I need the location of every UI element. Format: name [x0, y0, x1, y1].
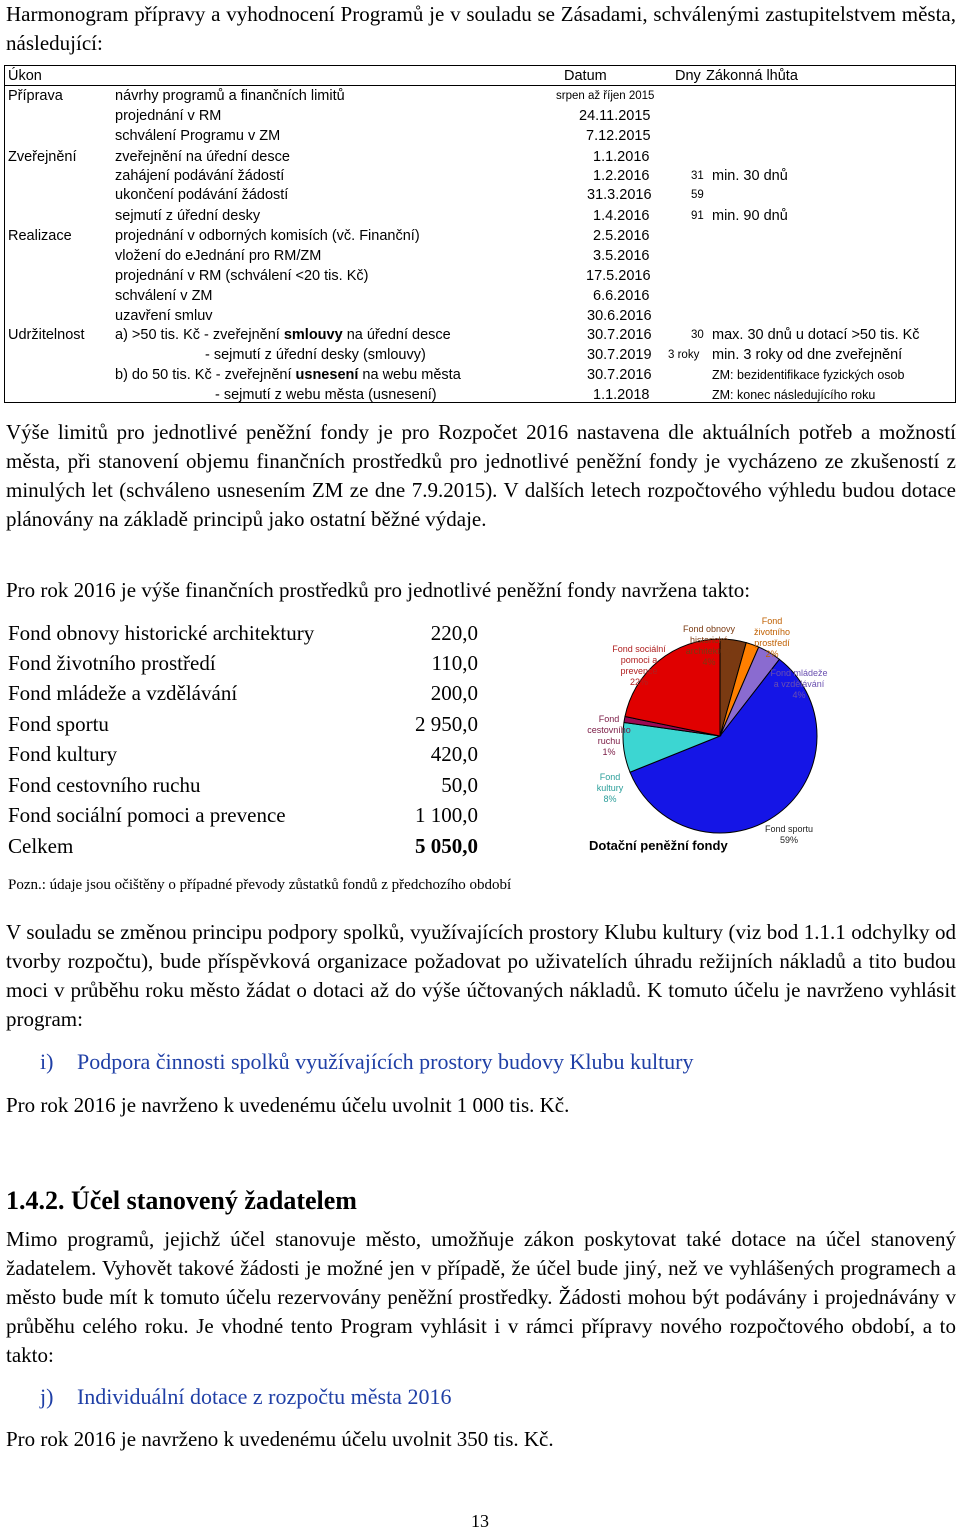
- date-value: 1.4.2016: [593, 208, 650, 224]
- date-value: 17.5.2016: [586, 268, 651, 284]
- header-dny: Dny: [675, 68, 701, 84]
- date-value: 1.1.2018: [593, 387, 650, 403]
- days-value: 3 roky: [668, 349, 700, 361]
- program-i-link[interactable]: Podpora činnosti spolků využívajících prostory budovy Klubu kultury: [76, 1049, 694, 1074]
- date-value: 1.2.2016: [593, 168, 650, 184]
- pie-label-youth: Fond mládeže a vzdělávání 4%: [770, 668, 828, 700]
- days-value: 91: [691, 210, 704, 222]
- fund-value: 110,0: [431, 651, 478, 675]
- header-datum: Datum: [564, 68, 607, 84]
- fund-total-value: 5 050,0: [415, 834, 478, 858]
- pie-label-tourism: Fond cestovního ruchu 1%: [587, 714, 631, 757]
- fund-name: Fond kultury: [8, 742, 118, 766]
- category-label: Udržitelnost: [8, 327, 85, 343]
- category-label: Zveřejnění: [8, 149, 77, 165]
- header-ukon: Úkon: [8, 68, 42, 84]
- date-value: 30.7.2016: [587, 367, 652, 383]
- days-value: 30: [691, 329, 704, 341]
- pie-chart-title: Dotační peněžní fondy: [589, 838, 728, 853]
- fund-name: Fond životního prostředí: [8, 651, 216, 675]
- days-value: 31: [691, 170, 704, 182]
- note: Pozn.: údaje jsou očištěny o případné převody zůstatků fondů z předchozího období: [8, 877, 512, 893]
- pie-label-environment: Fond životního prostředí 2%: [753, 616, 791, 659]
- program-i: [40, 1047, 694, 1076]
- program-j: [40, 1382, 451, 1411]
- pie-label-sport: Fond sportu 59%: [764, 824, 814, 845]
- date-value: srpen až říjen 2015: [556, 90, 655, 102]
- limit-value: min. 90 dnů: [712, 208, 788, 224]
- date-value: 30.7.2016: [587, 327, 652, 343]
- fund-value: 420,0: [430, 742, 478, 766]
- limit-value: min. 30 dnů: [712, 168, 788, 184]
- task-label: schválení v ZM: [115, 288, 213, 304]
- fund-value: 50,0: [441, 773, 478, 797]
- date-value: 2.5.2016: [593, 228, 650, 244]
- program-i-marker: i): [40, 1049, 54, 1074]
- program-j-link[interactable]: Individuální dotace z rozpočtu města 2016: [76, 1384, 452, 1409]
- task-label: ukončení podávání žádostí: [115, 187, 289, 203]
- task-label: b) do 50 tis. Kč - zveřejnění usnesení na webu města: [115, 367, 461, 383]
- task-label: návrhy programů a finančních limitů: [115, 88, 345, 104]
- fund-name: Fond cestovního ruchu: [8, 773, 201, 797]
- limit-value: max. 30 dnů u dotací >50 tis. Kč: [712, 327, 920, 343]
- task-label: uzavření smluv: [115, 308, 213, 324]
- task-label: - sejmutí z úřední desky (smlouvy): [205, 347, 426, 363]
- fund-name: Fond sociální pomoci a prevence: [8, 803, 286, 827]
- fund-value: 220,0: [430, 621, 478, 645]
- pie-label-culture: Fond kultury 8%: [596, 772, 624, 804]
- club-paragraph: V souladu se změnou principu podpory spolků, využívajících prostory Klubu kultury (viz bod 1.1.1 odchylky od tvorby rozpočtu), bude příspěvková organizace požadovat po uživatelích úhradu režijních nákladů a tito budou moci v průběhu roku město žádat o dotaci až do výše účtovaných nákladů. K tomuto účelu je navrženo vyhlásit program:: [6, 920, 956, 1031]
- limit-value: ZM: bezidentifikace fyzických osob: [712, 368, 905, 382]
- task-label: projednání v odborných komisích (vč. Finanční): [115, 228, 420, 244]
- task-label: schválení Programu v ZM: [115, 128, 281, 144]
- fund-value: 2 950,0: [415, 712, 478, 736]
- category-label: Příprava: [8, 88, 63, 104]
- intro-paragraph: Harmonogram přípravy a vyhodnocení Programů je v souladu se Zásadami, schválenými zastupitelstvem města, následující:: [6, 2, 956, 55]
- date-value: 6.6.2016: [593, 288, 650, 304]
- page-number: 13: [471, 1511, 489, 1531]
- fund-total-name: Celkem: [8, 834, 74, 858]
- fund-name: Fond mládeže a vzdělávání: [8, 681, 238, 705]
- program-j-amount: Pro rok 2016 je navrženo k uvedenému účelu uvolnit 350 tis. Kč.: [6, 1427, 554, 1451]
- date-value: 31.3.2016: [587, 187, 652, 203]
- task-label: a) >50 tis. Kč - zveřejnění smlouvy na úřední desce: [115, 327, 451, 343]
- applicant-purpose-paragraph: Mimo programů, jejichž účel stanovuje město, umožňuje zákon poskytovat také dotace na účel stanovený žadatelem. Vyhovět takové žádosti je možné jen v případě, že účel bude jiný, než ve vyhlášených programech a město bude mít k tomuto účelu rezervovány peněžní prostředky. Žádosti mohou být podávány i projednávány v průběhu celého roku. Je vhodné tento Program vyhlásit i v rámci přípravy nového rozpočtového období, a to takto:: [6, 1227, 956, 1367]
- program-i-amount: Pro rok 2016 je navrženo k uvedenému účelu uvolnit 1 000 tis. Kč.: [6, 1093, 570, 1117]
- limit-value: min. 3 roky od dne zveřejnění: [712, 347, 903, 363]
- date-value: 1.1.2016: [593, 149, 650, 165]
- pie-chart: [580, 608, 830, 860]
- days-value: 59: [691, 189, 704, 201]
- schedule-table: [4, 65, 956, 403]
- task-label: vložení do eJednání pro RM/ZM: [115, 248, 322, 264]
- category-label: Realizace: [8, 228, 72, 244]
- program-j-marker: j): [40, 1384, 54, 1409]
- pie-label-social: Fond sociální pomoci a prevence 22%: [612, 644, 666, 687]
- fund-value: 200,0: [430, 681, 478, 705]
- fund-name: Fond obnovy historické architektury: [8, 621, 315, 645]
- date-value: 3.5.2016: [593, 248, 650, 264]
- limits-paragraph: Výše limitů pro jednotlivé peněžní fondy je pro Rozpočet 2016 nastavena dle aktuálních potřeb a možností města, při stanovení objemu finančních prostředků pro jednotlivé peněžní fondy je vycházeno ze zkušeností z minulých let (schváleno usnesením ZM ze dne 7.9.2015). V dalších letech rozpočtového výhledu budou dotace plánovány na základě principů jako ostatní běžné výdaje.: [6, 420, 956, 531]
- funds-intro-paragraph: Pro rok 2016 je výše finančních prostředků pro jednotlivé peněžní fondy navržena takto:: [6, 578, 751, 602]
- task-label: zahájení podávání žádostí: [115, 168, 285, 184]
- date-value: 30.6.2016: [587, 308, 652, 324]
- date-value: 7.12.2015: [586, 128, 651, 144]
- header-lhuta: Zákonná lhůta: [706, 68, 798, 84]
- task-label: - sejmutí z webu města (usnesení): [215, 387, 437, 403]
- fund-name: Fond sportu: [8, 712, 109, 736]
- date-value: 24.11.2015: [579, 108, 651, 124]
- task-label: zveřejnění na úřední desce: [115, 149, 290, 165]
- date-value: 30.7.2019: [587, 347, 652, 363]
- section-heading: 1.4.2. Účel stanovený žadatelem: [6, 1186, 357, 1215]
- task-label: sejmutí z úřední desky: [115, 208, 261, 224]
- pie-label-architecture: Fond obnovy historické architektury 4%: [682, 624, 736, 667]
- task-label: projednání v RM: [115, 108, 222, 124]
- task-label: projednání v RM (schválení <20 tis. Kč): [115, 268, 369, 284]
- fund-value: 1 100,0: [415, 803, 478, 827]
- limit-value: ZM: konec následujícího roku: [712, 388, 876, 402]
